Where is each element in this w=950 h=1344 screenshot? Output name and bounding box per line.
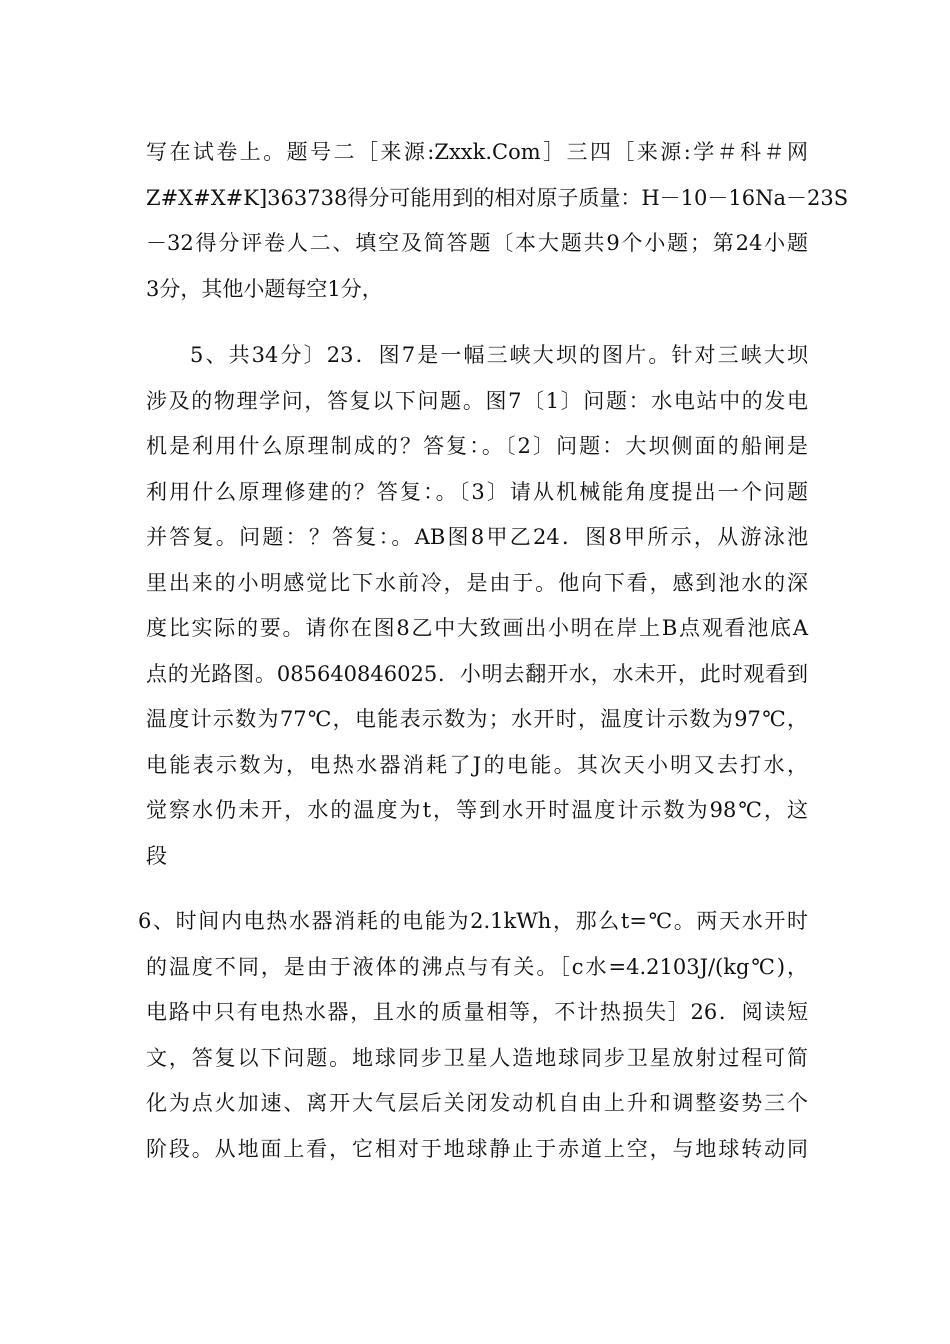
text-line: 文，答复以下问题。地球同步卫星人造地球同步卫星放射过程可简 (146, 1045, 808, 1070)
text-line: 段 (146, 843, 167, 868)
text-line: 6、时间内电热水器消耗的电能为2.1kWh，那么t=℃。两天水开时 (138, 909, 808, 933)
text-line: 觉察水仍未开，水的温度为t，等到水开时温度计示数为98℃，这 (146, 798, 808, 822)
paragraph-3 (138, 899, 808, 1172)
text-line: 里出来的小明感觉比下水前冷，是由于。他向下看，感到池水的深 (146, 570, 808, 595)
text-line: 度比实际的要。请你在图8乙中大致画出小明在岸上B点观看池底A (146, 616, 808, 640)
text-line: 温度计示数为77℃，电能表示数为；水开时，温度计示数为97℃， (146, 707, 808, 731)
text-line: 5、共34分〕23．图7是一幅三峡大坝的图片。针对三峡大坝 (190, 343, 808, 367)
text-line: 写在试卷上。题号二［来源:Zxxk.Com］三四［来源:学＃科＃网 (146, 140, 808, 164)
text-line: 并答复。问题：？答复：。AB图8甲乙24．图8甲所示，从游泳池 (146, 525, 808, 549)
text-line: 电路中只有电热水器，且水的质量相等，不计热损失］26．阅读短 (146, 1000, 808, 1024)
text-line: －32得分评卷人二、填空及简答题〔本大题共9个小题；第24小题 (146, 231, 808, 255)
text-line: 利用什么原理修建的？答复：。〔3〕请从机械能角度提出一个问题 (146, 479, 808, 504)
text-line: 的温度不同，是由于液体的沸点与有关。［c水=4.2103J/(kg℃)， (146, 954, 808, 979)
text-line: 机是利用什么原理制成的？答复：。〔2〕问题：大坝侧面的船闸是 (146, 434, 808, 458)
text-line: 3分，其他小题每空1分， (146, 276, 383, 301)
text-line: Z#X#X#K]363738得分可能用到的相对原子质量：H－10－16Na－23S (146, 185, 849, 210)
text-line: 点的光路图。085640846025．小明去翻开水，水未开，此时观看到 (146, 661, 808, 686)
paragraph-1 (146, 130, 849, 312)
text-line: 涉及的物理学问，答复以下问题。图7〔1〕问题：水电站中的发电 (146, 388, 808, 413)
text-line: 化为点火加速、离开大气层后关闭发动机自由上升和调整姿势三个 (146, 1091, 808, 1115)
text-line: 阶段。从地面上看，它相对于地球静止于赤道上空，与地球转动同 (146, 1136, 808, 1161)
paragraph-2 (146, 333, 808, 879)
text-line: 电能表示数为，电热水器消耗了J的电能。其次天小明又去打水， (146, 752, 808, 777)
